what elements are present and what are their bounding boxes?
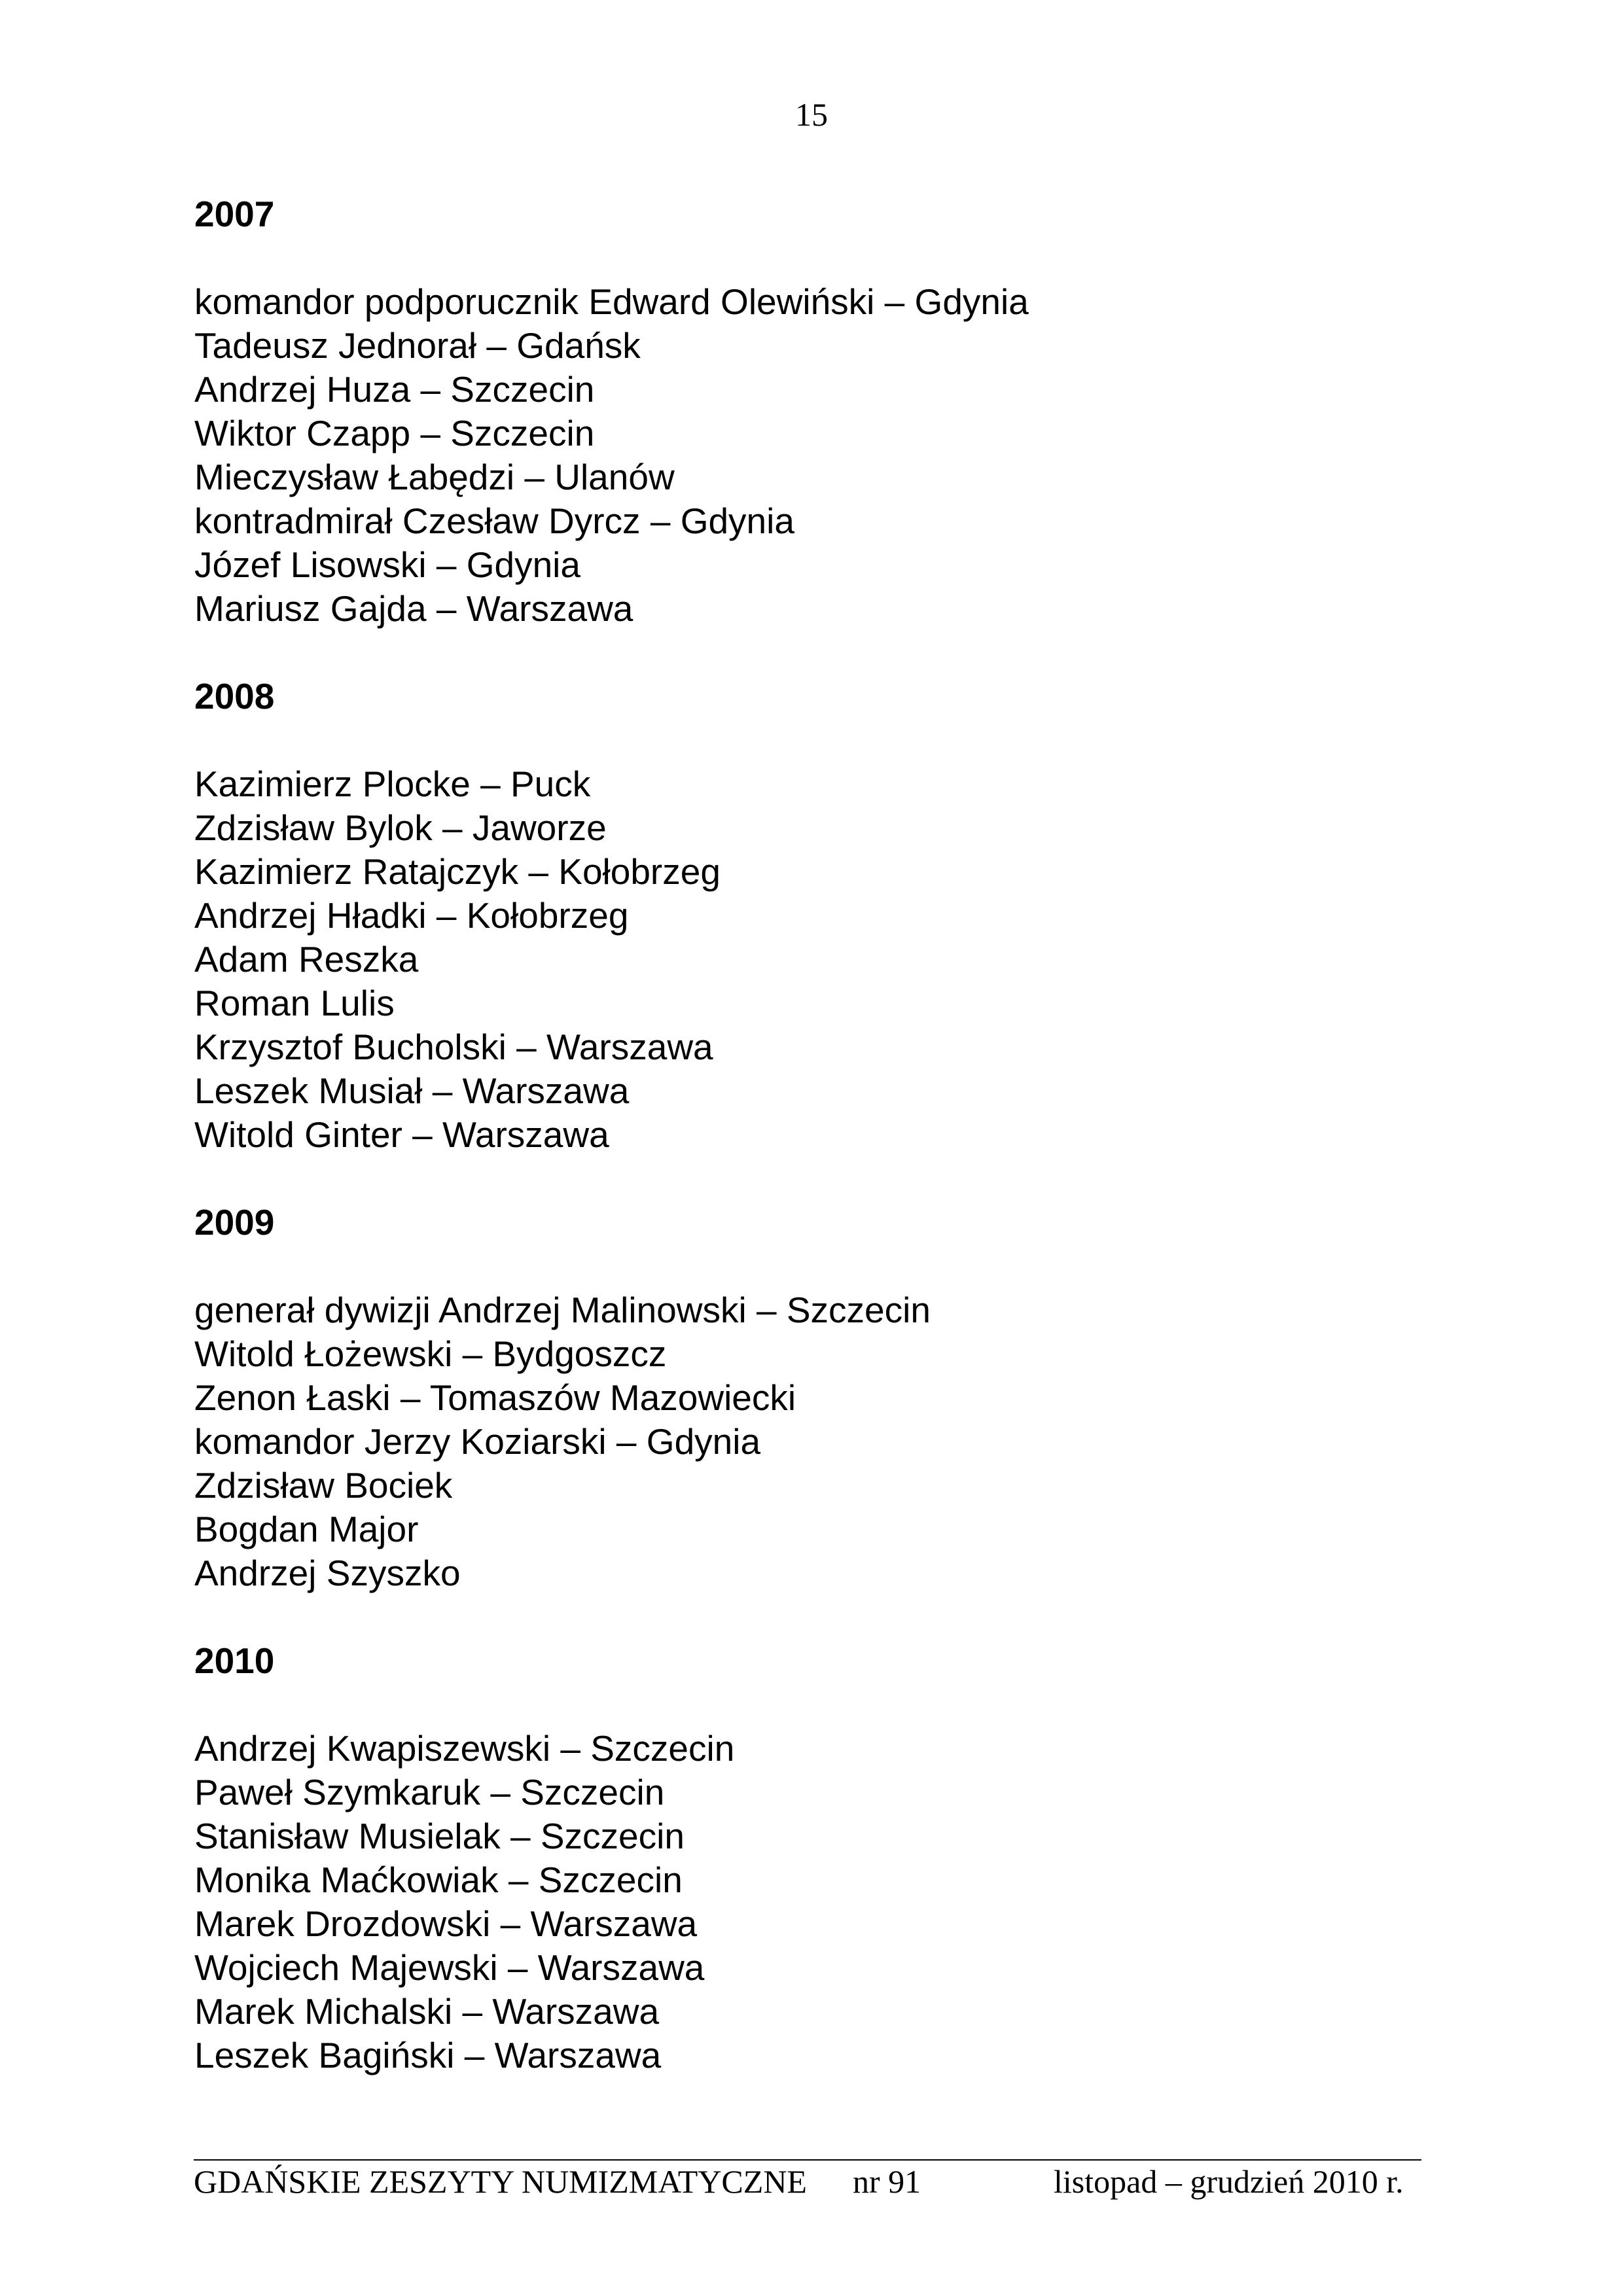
list-item: Paweł Szymkaruk – Szczecin [194,1772,665,1812]
footer-issue-number: nr 91 [853,2163,921,2200]
list-item: komandor Jerzy Koziarski – Gdynia [194,1421,761,1462]
list-item: Witold Ginter – Warszawa [194,1114,609,1155]
list-item: Marek Drozdowski – Warszawa [194,1903,698,1944]
footer-divider [194,2159,1421,2161]
list-item: Marek Michalski – Warszawa [194,1991,660,2032]
page-number: 15 [795,96,828,133]
list-item: Witold Łożewski – Bydgoszcz [194,1333,667,1374]
year-heading: 2007 [194,194,275,234]
list-item: Leszek Musiał – Warszawa [194,1070,630,1111]
footer-issue-date: listopad – grudzień 2010 r. [1054,2163,1404,2200]
list-item: Monika Maćkowiak – Szczecin [194,1860,683,1900]
list-item: Zdzisław Bylok – Jaworze [194,807,607,848]
list-item: Stanisław Musielak – Szczecin [194,1816,685,1856]
list-item: Zenon Łaski – Tomaszów Mazowiecki [194,1377,796,1418]
year-section-2010 [194,1639,1029,2077]
list-item: Wojciech Majewski – Warszawa [194,1947,705,1988]
list-item: Leszek Bagiński – Warszawa [194,2035,662,2075]
list-item: Kazimierz Ratajczyk – Kołobrzeg [194,851,721,892]
list-item: Kazimierz Plocke – Puck [194,764,591,804]
honorees-list [194,192,1029,2121]
footer-journal-title: GDAŃSKIE ZESZYTY NUMIZMATYCZNE [194,2163,807,2200]
list-item: Mieczysław Łabędzi – Ulanów [194,457,675,497]
list-item: kontradmirał Czesław Dyrcz – Gdynia [194,501,794,541]
list-item: Tadeusz Jednorał – Gdańsk [194,325,641,366]
year-section-2007 [194,192,1029,631]
year-section-2008 [194,675,1029,1157]
list-item: Andrzej Huza – Szczecin [194,369,595,410]
list-item: Zdzisław Bociek [194,1465,453,1506]
list-item: Adam Reszka [194,939,419,980]
year-heading: 2010 [194,1640,275,1681]
list-item: komandor podporucznik Edward Olewiński – Gdynia [194,281,1029,322]
year-heading: 2009 [194,1202,275,1243]
list-item: Józef Lisowski – Gdynia [194,544,580,585]
list-item: generał dywizji Andrzej Malinowski – Szczecin [194,1290,931,1330]
list-item: Mariusz Gajda – Warszawa [194,588,633,629]
page-footer [194,2163,1421,2200]
list-item: Wiktor Czapp – Szczecin [194,413,595,453]
list-item: Andrzej Hładki – Kołobrzeg [194,895,629,936]
year-section-2009 [194,1201,1029,1595]
list-item: Andrzej Szyszko [194,1553,461,1593]
list-item: Roman Lulis [194,983,395,1023]
year-heading: 2008 [194,676,275,716]
list-item: Krzysztof Bucholski – Warszawa [194,1027,713,1067]
list-item: Andrzej Kwapiszewski – Szczecin [194,1728,735,1769]
list-item: Bogdan Major [194,1509,419,1549]
